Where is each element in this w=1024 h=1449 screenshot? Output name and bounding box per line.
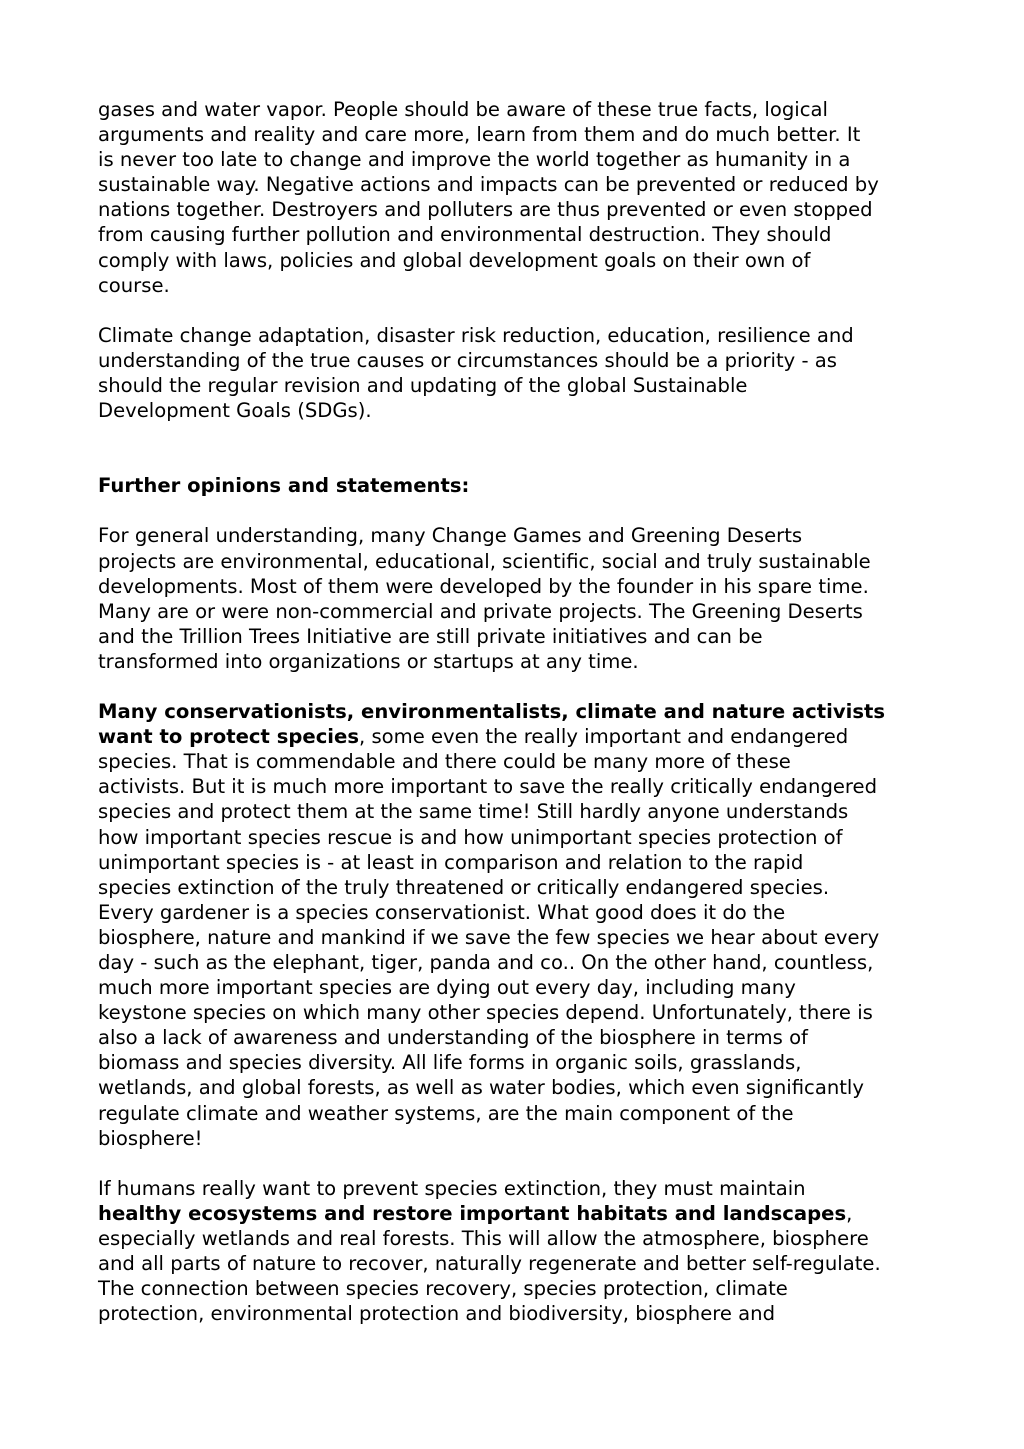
- text-line: [98, 1201, 933, 1226]
- text-line: nations together. Destroyers and polluters are thus prevented or even stopped: [98, 198, 873, 222]
- text-line: If humans really want to prevent species extinction, they must maintain: [98, 1176, 806, 1200]
- text-line: should the regular revision and updating of the global Sustainable: [98, 374, 748, 398]
- text-line: Many are or were non-commercial and private projects. The Greening Deserts: [98, 599, 863, 623]
- text-line: species. That is commendable and there could be many more of these: [98, 750, 791, 774]
- text-line: For general understanding, many Change Games and Greening Deserts: [98, 524, 803, 548]
- text-line: Development Goals (SDGs).: [98, 399, 372, 423]
- text-line: and the Trillion Trees Initiative are still private initiatives and can be: [98, 624, 763, 648]
- paragraph-adaptation: [98, 323, 933, 423]
- text-line: keystone species on which many other species depend. Unfortunately, there is: [98, 1001, 873, 1025]
- text-line: The connection between species recovery, species protection, climate: [98, 1277, 788, 1301]
- text-line: wetlands, and global forests, as well as water bodies, which even significantly: [98, 1076, 864, 1100]
- text-line: unimportant species is - at least in comparison and relation to the rapid: [98, 850, 804, 874]
- paragraph-ecosystems: [98, 1176, 933, 1327]
- text-line: gases and water vapor. People should be aware of these true facts, logical: [98, 98, 828, 121]
- text-line: arguments and reality and care more, learn from them and do much better. It: [98, 123, 861, 147]
- inline-text: ,: [846, 1201, 853, 1225]
- section-heading: Further opinions and statements:: [98, 474, 470, 498]
- text-line: species and protect them at the same time! Still hardly anyone understands: [98, 800, 849, 824]
- text-line: understanding of the true causes or circumstances should be a priority - as: [98, 348, 838, 372]
- text-line: [98, 699, 933, 724]
- text-line: developments. Most of them were developed by the founder in his spare time.: [98, 574, 869, 598]
- text-line: especially wetlands and real forests. This will allow the atmosphere, biosphere: [98, 1227, 869, 1251]
- bold-text: want to protect species: [98, 725, 359, 749]
- text-line: comply with laws, policies and global development goals on their own of: [98, 248, 811, 272]
- text-line: course.: [98, 273, 170, 297]
- text-line: biosphere, nature and mankind if we save the few species we hear about every: [98, 925, 880, 949]
- text-line: and all parts of nature to recover, naturally regenerate and better self-regulate.: [98, 1252, 881, 1276]
- paragraph-projects: [98, 523, 933, 674]
- text-line: Every gardener is a species conservationist. What good does it do the: [98, 900, 786, 924]
- text-line: biosphere!: [98, 1126, 203, 1150]
- text-line: is never too late to change and improve the world together as humanity in a: [98, 148, 851, 172]
- text-line: species extinction of the truly threatened or critically endangered species.: [98, 875, 830, 899]
- paragraph-emissions: [98, 97, 933, 298]
- text-line: sustainable way. Negative actions and impacts can be prevented or reduced by: [98, 173, 879, 197]
- text-line: regulate climate and weather systems, are the main component of the: [98, 1101, 794, 1125]
- text-line: Climate change adaptation, disaster risk reduction, education, resilience and: [98, 323, 854, 347]
- text-line: [98, 724, 933, 749]
- text-line: much more important species are dying out every day, including many: [98, 976, 796, 1000]
- bold-text: healthy ecosystems and restore important habitats and landscapes: [98, 1201, 847, 1225]
- text-line: biomass and species diversity. All life forms in organic soils, grasslands,: [98, 1051, 802, 1075]
- text-line: protection, environmental protection and biodiversity, biosphere and: [98, 1302, 776, 1326]
- text-line: activists. But it is much more important to save the really critically endangered: [98, 775, 878, 799]
- text-line: transformed into organizations or startups at any time.: [98, 649, 639, 673]
- text-line: day - such as the elephant, tiger, panda and co.. On the other hand, countless,: [98, 951, 874, 974]
- document-page: [98, 97, 933, 1352]
- text-line: projects are environmental, educational, scientific, social and truly sustainable: [98, 549, 871, 573]
- bold-text: Many conservationists, environmentalists, climate and nature activists: [98, 700, 886, 724]
- inline-text: , some even the really important and endangered: [358, 725, 849, 749]
- text-line: also a lack of awareness and understanding of the biosphere in terms of: [98, 1026, 808, 1050]
- paragraph-species: [98, 699, 933, 1151]
- text-line: from causing further pollution and environmental destruction. They should: [98, 223, 832, 247]
- text-line: how important species rescue is and how unimportant species protection of: [98, 825, 843, 849]
